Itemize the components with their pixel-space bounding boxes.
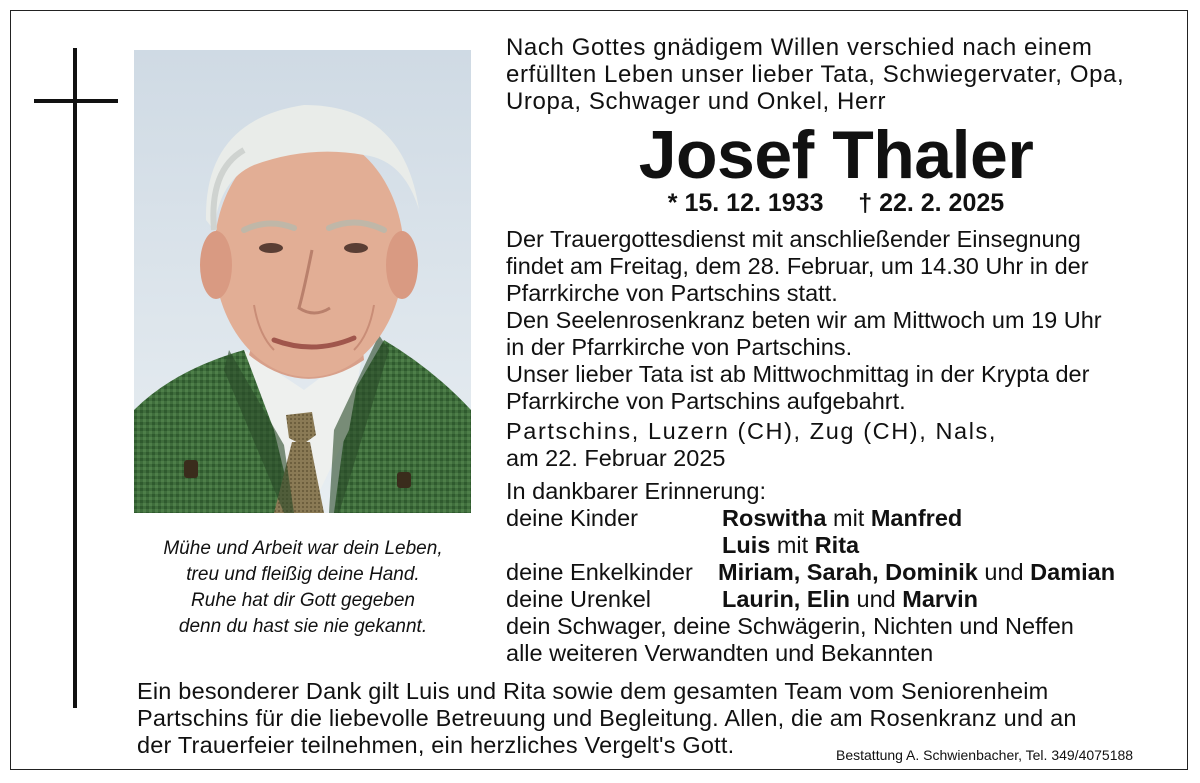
- children-row-2: [506, 532, 1186, 559]
- service-line: in der Pfarrkirche von Partschins.: [506, 334, 853, 360]
- grandchildren-row: [506, 559, 1186, 586]
- intro-line: Uropa, Schwager und Onkel, Herr: [506, 88, 887, 115]
- service-line: Pfarrkirche von Partschins aufgebahrt.: [506, 388, 906, 414]
- children-label: deine Kinder: [506, 505, 638, 531]
- thanks-line: Partschins für die liebevolle Betreuung und Begleitung. Allen, die am Rosenkranz und an: [137, 705, 1077, 731]
- intro-line: Nach Gottes gnädigem Willen verschied nach einem: [506, 34, 1093, 61]
- service-line: Den Seelenrosenkranz beten wir am Mittwoch um 19 Uhr: [506, 307, 1102, 333]
- verse-line: treu und fleißig deine Hand.: [186, 564, 420, 585]
- children-names-1: Roswitha mit Manfred: [722, 505, 963, 531]
- cross-horizontal-bar: [34, 99, 118, 103]
- children-names-2: Luis mit Rita: [722, 532, 860, 558]
- inlaws-row: dein Schwager, deine Schwägerin, Nichten und Neffen: [506, 613, 1074, 639]
- relatives-row: alle weiteren Verwandten und Bekannten: [506, 640, 934, 666]
- great-grandchildren-row: [506, 586, 1186, 613]
- portrait-illustration: [134, 50, 471, 513]
- locations: Partschins, Luzern (CH), Zug (CH), Nals,: [506, 418, 998, 444]
- deceased-name: Josef Thaler: [638, 117, 1034, 193]
- verse-line: denn du hast sie nie gekannt.: [178, 616, 428, 637]
- service-details: [506, 226, 1176, 415]
- verse-line: Mühe und Arbeit war dein Leben,: [163, 538, 443, 559]
- memorial-verse: [128, 536, 478, 640]
- life-dates: * 15. 12. 1933 † 22. 2. 2025: [667, 189, 1005, 217]
- intro-text: [506, 34, 1166, 115]
- service-line: Unser lieber Tata ist ab Mittwochmittag in der Krypta der: [506, 361, 1090, 387]
- cross-vertical-bar: [73, 48, 77, 708]
- great-grandchildren-names: Laurin, Elin und Marvin: [722, 586, 978, 612]
- portrait-photo: [134, 50, 471, 513]
- family-list: [506, 478, 1186, 667]
- thanks-line: Ein besonderer Dank gilt Luis und Rita sowie dem gesamten Team vom Seniorenheim: [137, 678, 1049, 704]
- children-row: [506, 505, 1186, 532]
- grandchildren-label: deine Enkelkinder: [506, 559, 693, 585]
- service-line: Pfarrkirche von Partschins statt.: [506, 280, 838, 306]
- verse-line: Ruhe hat dir Gott gegeben: [191, 590, 415, 611]
- great-grandchildren-label: deine Urenkel: [506, 586, 652, 612]
- family-heading: In dankbarer Erinnerung:: [506, 478, 766, 504]
- intro-line: erfüllten Leben unser lieber Tata, Schwiegervater, Opa,: [506, 61, 1125, 88]
- place-and-date: [506, 418, 1176, 472]
- service-line: Der Trauergottesdienst mit anschließender Einsegnung: [506, 226, 1081, 252]
- thanks-line: der Trauerfeier teilnehmen, ein herzliches Vergelt's Gott.: [137, 732, 735, 758]
- funeral-home-credit: Bestattung A. Schwienbacher, Tel. 349/4075188: [836, 747, 1134, 763]
- notice-date: am 22. Februar 2025: [506, 445, 726, 471]
- service-line: findet am Freitag, dem 28. Februar, um 14.30 Uhr in der: [506, 253, 1089, 279]
- grandchildren-names: Miriam, Sarah, Dominik und Damian: [718, 559, 1116, 585]
